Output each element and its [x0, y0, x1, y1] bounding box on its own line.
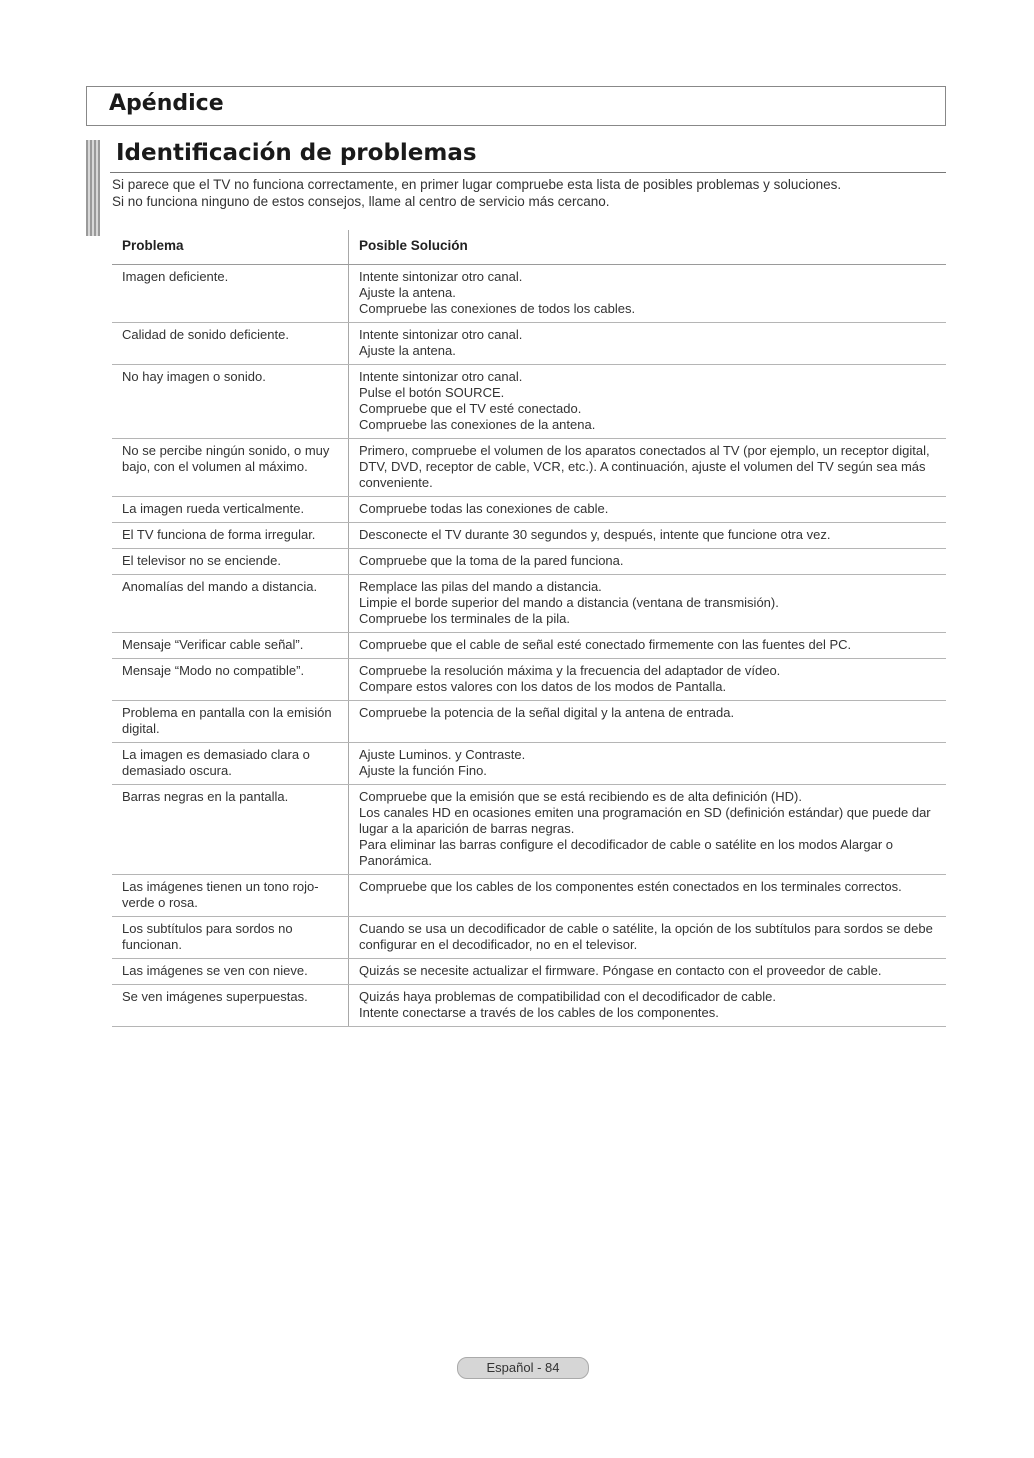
solution-cell: [349, 701, 947, 743]
table-row: [112, 439, 946, 497]
solution-cell: [349, 575, 947, 633]
solution-cell: [349, 439, 947, 497]
problem-cell: Problema en pantalla con la emisión digital.: [112, 701, 349, 743]
table-row: [112, 701, 946, 743]
solution-line: Pulse el botón SOURCE.: [359, 385, 505, 400]
problem-cell: Anomalías del mando a distancia.: [112, 575, 349, 633]
problem-cell: La imagen es demasiado clara o demasiado oscura.: [112, 743, 349, 785]
problem-cell: El TV funciona de forma irregular.: [112, 523, 349, 549]
solution-cell: [349, 875, 947, 917]
solution-cell: [349, 659, 947, 701]
solution-column-header: Posible Solución: [349, 230, 947, 265]
solution-cell: [349, 743, 947, 785]
solution-line: Ajuste la antena.: [359, 343, 456, 358]
problem-cell: No se percibe ningún sonido, o muy bajo, con el volumen al máximo.: [112, 439, 349, 497]
problem-cell: Las imágenes se ven con nieve.: [112, 959, 349, 985]
solution-line: Remplace las pilas del mando a distancia.: [359, 579, 602, 594]
table-row: [112, 365, 946, 439]
solution-line: Los canales HD en ocasiones emiten una programación en SD (definición estándar) que puede dar lugar a la aparición de barras negras.: [359, 805, 931, 836]
solution-line: Intente sintonizar otro canal.: [359, 369, 523, 384]
solution-cell: [349, 785, 947, 875]
solution-line: Cuando se usa un decodificador de cable o satélite, la opción de los subtítulos para sordos se debe configurar en el decodificador, no en el televisor.: [359, 921, 933, 952]
solution-line: Ajuste Luminos. y Contraste.: [359, 747, 526, 762]
table-row: [112, 323, 946, 365]
solution-line: Compare estos valores con los datos de los modos de Pantalla.: [359, 679, 727, 694]
solution-line: Compruebe que el cable de señal esté conectado firmemente con las fuentes del PC.: [359, 637, 852, 652]
table-row: [112, 785, 946, 875]
problem-cell: Mensaje “Verificar cable señal”.: [112, 633, 349, 659]
solution-line: Compruebe las conexiones de la antena.: [359, 417, 596, 432]
table-row: [112, 575, 946, 633]
page-number-badge: Español - 84: [457, 1357, 589, 1379]
appendix-title: Apéndice: [109, 91, 224, 116]
problem-cell: Calidad de sonido deficiente.: [112, 323, 349, 365]
title-rule: [110, 172, 946, 173]
table-row: [112, 875, 946, 917]
table-body: [112, 265, 946, 1027]
solution-line: Para eliminar las barras configure el decodificador de cable o satélite en los modos Alargar o Panorámica.: [359, 837, 894, 868]
solution-cell: [349, 497, 947, 523]
section-marker-bar: [86, 140, 100, 236]
solution-cell: [349, 633, 947, 659]
solution-line: Intente conectarse a través de los cables de los componentes.: [359, 1005, 719, 1020]
table-row: [112, 523, 946, 549]
solution-line: Compruebe que el TV esté conectado.: [359, 401, 582, 416]
solution-line: Quizás se necesite actualizar el firmware. Póngase en contacto con el proveedor de cable.: [359, 963, 882, 978]
table-row: [112, 659, 946, 701]
solution-line: Limpie el borde superior del mando a distancia (ventana de transmisión).: [359, 595, 779, 610]
intro-line: Si parece que el TV no funciona correctamente, en primer lugar compruebe esta lista de posibles problemas y soluciones.: [112, 177, 842, 192]
solution-line: Compruebe la resolución máxima y la frecuencia del adaptador de vídeo.: [359, 663, 781, 678]
table-header-row: [112, 230, 946, 265]
solution-line: Quizás haya problemas de compatibilidad con el decodificador de cable.: [359, 989, 776, 1004]
problem-cell: El televisor no se enciende.: [112, 549, 349, 575]
solution-cell: [349, 265, 947, 323]
table-row: [112, 743, 946, 785]
table-row: [112, 549, 946, 575]
problem-cell: Barras negras en la pantalla.: [112, 785, 349, 875]
solution-line: Compruebe todas las conexiones de cable.: [359, 501, 609, 516]
solution-line: Compruebe la potencia de la señal digital y la antena de entrada.: [359, 705, 735, 720]
problem-cell: No hay imagen o sonido.: [112, 365, 349, 439]
table-row: [112, 959, 946, 985]
solution-line: Compruebe que la emisión que se está recibiendo es de alta definición (HD).: [359, 789, 802, 804]
solution-line: Intente sintonizar otro canal.: [359, 327, 523, 342]
problem-cell: La imagen rueda verticalmente.: [112, 497, 349, 523]
problem-cell: Mensaje “Modo no compatible”.: [112, 659, 349, 701]
appendix-header-box: [86, 86, 946, 126]
solution-cell: [349, 549, 947, 575]
problem-cell: Las imágenes tienen un tono rojo-verde o rosa.: [112, 875, 349, 917]
solution-line: Desconecte el TV durante 30 segundos y, después, intente que funcione otra vez.: [359, 527, 831, 542]
solution-line: Compruebe que los cables de los componentes estén conectados en los terminales correctos.: [359, 879, 902, 894]
intro-text: [112, 176, 952, 210]
table-row: [112, 917, 946, 959]
troubleshooting-table: [112, 230, 946, 1027]
solution-line: Compruebe las conexiones de todos los cables.: [359, 301, 636, 316]
solution-cell: [349, 985, 947, 1027]
solution-line: Ajuste la antena.: [359, 285, 456, 300]
section-title: Identificación de problemas: [116, 140, 477, 166]
solution-line: Intente sintonizar otro canal.: [359, 269, 523, 284]
solution-cell: [349, 959, 947, 985]
solution-line: Compruebe los terminales de la pila.: [359, 611, 570, 626]
solution-cell: [349, 365, 947, 439]
problem-cell: Los subtítulos para sordos no funcionan.: [112, 917, 349, 959]
intro-line: Si no funciona ninguno de estos consejos, llame al centro de servicio más cercano.: [112, 194, 610, 209]
solution-line: Primero, compruebe el volumen de los aparatos conectados al TV (por ejemplo, un receptor digital, DTV, DVD, receptor de cable, VCR, etc.). A continuación, ajuste el volumen del TV según sea más conveniente.: [359, 443, 930, 490]
solution-line: Ajuste la función Fino.: [359, 763, 487, 778]
solution-line: Compruebe que la toma de la pared funciona.: [359, 553, 624, 568]
solution-cell: [349, 523, 947, 549]
solution-cell: [349, 917, 947, 959]
problem-cell: Se ven imágenes superpuestas.: [112, 985, 349, 1027]
solution-cell: [349, 323, 947, 365]
table-row: [112, 633, 946, 659]
table-row: [112, 985, 946, 1027]
table-row: [112, 265, 946, 323]
problem-cell: Imagen deficiente.: [112, 265, 349, 323]
table-row: [112, 497, 946, 523]
problem-column-header: Problema: [112, 230, 349, 265]
